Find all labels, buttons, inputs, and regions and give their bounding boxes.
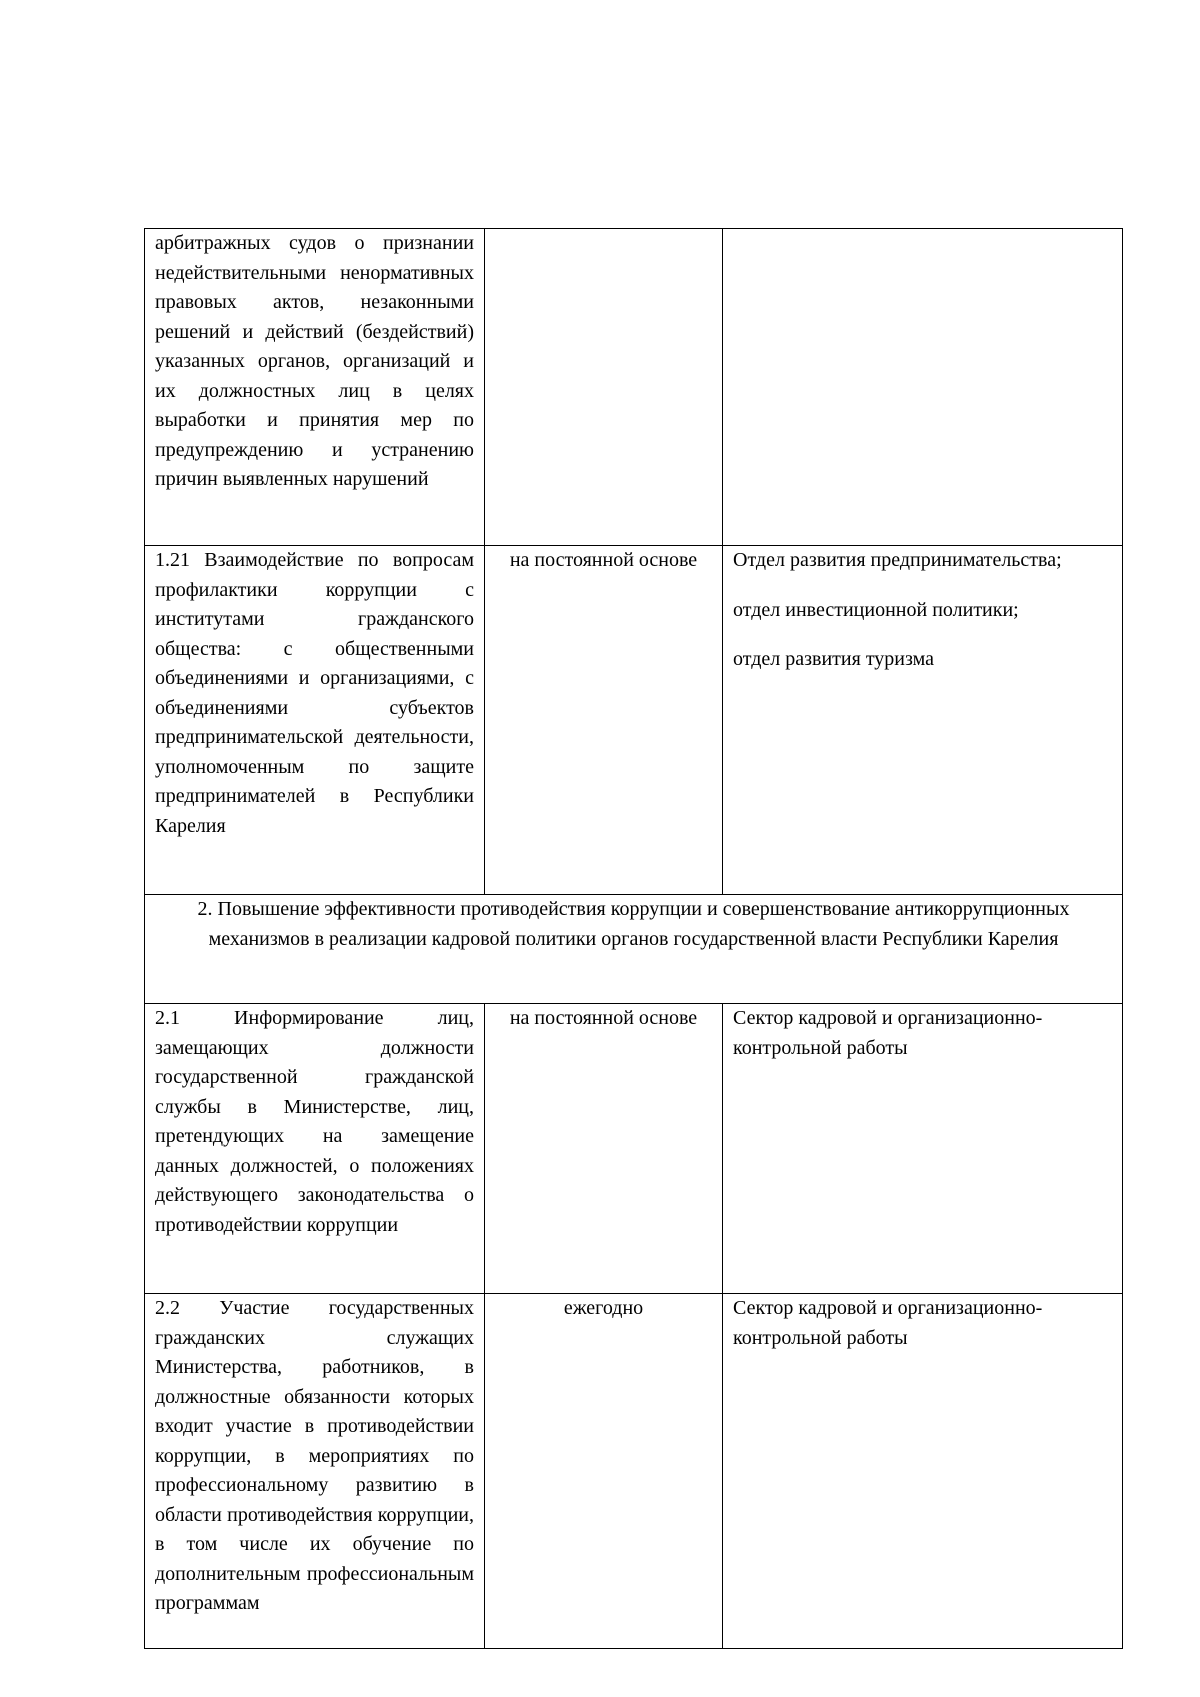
measure-cell <box>145 229 485 546</box>
term-text: на постоянной основе <box>509 1007 698 1029</box>
responsible-cell <box>723 1004 1123 1294</box>
measure-text: арбитражных судов о признании недействительными ненормативных правовых актов, незаконными решений и действий (бездействий) указанных органов, организаций и их должностных лиц в целях выработки и принятия мер по предупреждению и устранению причин выявленных нарушений <box>155 232 474 490</box>
table-row <box>145 229 1123 546</box>
measure-text: 2.2 Участие государственных гражданских служащих Министерства, работников, в должностные обязанности которых входит участие в противодействии коррупции, в мероприятиях по профессиональному развитию в области противодействия коррупции, в том числе их обучение по дополнительным профессиональным программам <box>155 1297 474 1614</box>
section-heading <box>145 895 1123 1004</box>
term-text: ежегодно <box>563 1297 644 1319</box>
measures-table <box>144 228 1123 1649</box>
responsible-text: Отдел развития предпринимательства; <box>733 549 1062 571</box>
responsible-cell <box>723 229 1123 546</box>
responsible-text: отдел инвестиционной политики; <box>733 598 1019 621</box>
measure-text: 1.21 Взаимодействие по вопросам профилактики коррупции с институтами гражданского общества: с общественными объединениями и организациями, с объединениями субъектов предпринимательской деятельности, уполномоченным по защите предпринимателей в Республики Карелия <box>155 549 474 837</box>
term-cell <box>485 1294 723 1649</box>
measure-text: 2.1 Информирование лиц, замещающих должности государственной гражданской службы в Министерстве, лиц, претендующих на замещение данных должностей, о положениях действующего законодательства о противодействии коррупции <box>155 1007 474 1236</box>
table-row <box>145 1294 1123 1649</box>
responsible-cell <box>723 1294 1123 1649</box>
section-row <box>145 895 1123 1004</box>
measure-cell <box>145 546 485 895</box>
responsible-text: отдел развития туризма <box>733 648 935 670</box>
section-title: 2. Повышение эффективности противодействия коррупции и совершенствование антикоррупционных механизмов в реализации кадровой политики органов государственной власти Республики Карелия <box>197 898 1070 950</box>
table-row <box>145 546 1123 895</box>
table-row <box>145 1004 1123 1294</box>
responsible-text: Сектор кадровой и организационно-контрольной работы <box>733 1297 1043 1349</box>
responsible-cell <box>723 546 1123 895</box>
measure-cell <box>145 1004 485 1294</box>
term-cell <box>485 546 723 895</box>
measure-cell <box>145 1294 485 1649</box>
term-cell <box>485 229 723 546</box>
term-text: на постоянной основе <box>509 549 698 571</box>
responsible-text: Сектор кадровой и организационно-контрольной работы <box>733 1007 1043 1059</box>
term-cell <box>485 1004 723 1294</box>
